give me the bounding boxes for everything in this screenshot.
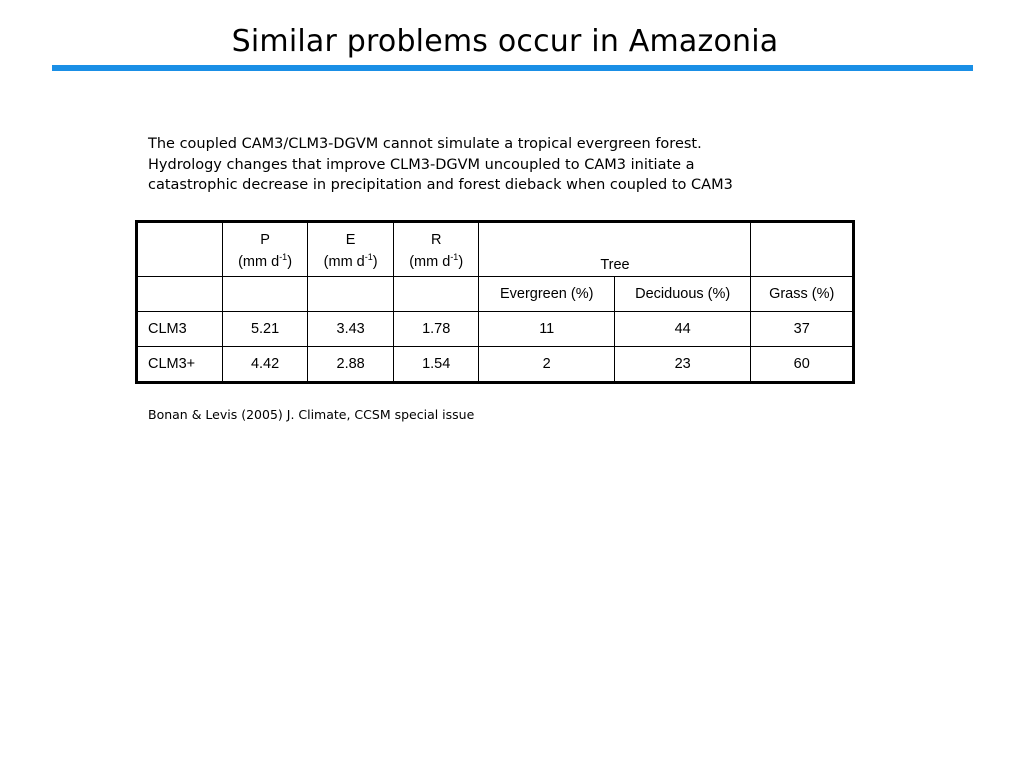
header-empty-cell (308, 277, 394, 312)
title-underline (52, 65, 973, 71)
header-evergreen: Evergreen (%) (479, 277, 614, 312)
unit-suffix: ) (372, 253, 378, 270)
header-p-unit (227, 252, 304, 272)
citation: Bonan & Levis (2005) J. Climate, CCSM special issue (148, 407, 475, 422)
header-p (222, 222, 308, 277)
row-label: CLM3 (137, 312, 223, 347)
table-row (137, 312, 854, 347)
header-r-label: R (430, 231, 442, 248)
header-e (308, 222, 394, 277)
header-empty-cell (393, 277, 479, 312)
intro-paragraph (148, 134, 848, 196)
cell-grass: 60 (751, 347, 854, 383)
header-row-vegetation (137, 277, 854, 312)
cell-e: 2.88 (308, 347, 394, 383)
unit-prefix: (mm d (409, 253, 451, 270)
header-empty-cell (222, 277, 308, 312)
cell-p: 4.42 (222, 347, 308, 383)
slide-title: Similar problems occur in Amazonia (231, 24, 779, 59)
unit-suffix: ) (458, 253, 464, 270)
intro-line: Hydrology changes that improve CLM3-DGVM uncoupled to CAM3 initiate a (148, 156, 695, 173)
unit-prefix: (mm d (323, 253, 365, 270)
cell-grass: 37 (751, 312, 854, 347)
cell-p: 5.21 (222, 312, 308, 347)
cell-r: 1.54 (393, 347, 479, 383)
header-deciduous: Deciduous (%) (614, 277, 750, 312)
header-r-unit (398, 252, 475, 272)
cell-evergreen: 2 (479, 347, 614, 383)
row-label: CLM3+ (137, 347, 223, 383)
unit-exponent: -1 (450, 251, 459, 262)
header-empty-cell (751, 222, 854, 277)
unit-suffix: ) (287, 253, 293, 270)
results-table (135, 220, 855, 384)
cell-e: 3.43 (308, 312, 394, 347)
cell-r: 1.78 (393, 312, 479, 347)
header-p-label: P (260, 231, 270, 248)
intro-line: The coupled CAM3/CLM3-DGVM cannot simulate a tropical evergreen forest. (148, 136, 702, 152)
table-row (137, 347, 854, 383)
header-r (393, 222, 479, 277)
header-row-quantities (137, 222, 854, 277)
header-e-unit (312, 252, 389, 272)
header-empty-cell (137, 222, 223, 277)
cell-deciduous: 44 (614, 312, 750, 347)
intro-line: catastrophic decrease in precipitation and forest dieback when coupled to CAM3 (148, 177, 733, 193)
header-e-label: E (345, 231, 356, 248)
unit-prefix: (mm d (238, 253, 280, 270)
header-empty-cell (137, 277, 223, 312)
header-grass: Grass (%) (751, 277, 854, 312)
unit-exponent: -1 (364, 251, 373, 262)
unit-exponent: -1 (279, 251, 288, 262)
header-tree: Tree (479, 222, 751, 277)
cell-evergreen: 11 (479, 312, 614, 347)
cell-deciduous: 23 (614, 347, 750, 383)
